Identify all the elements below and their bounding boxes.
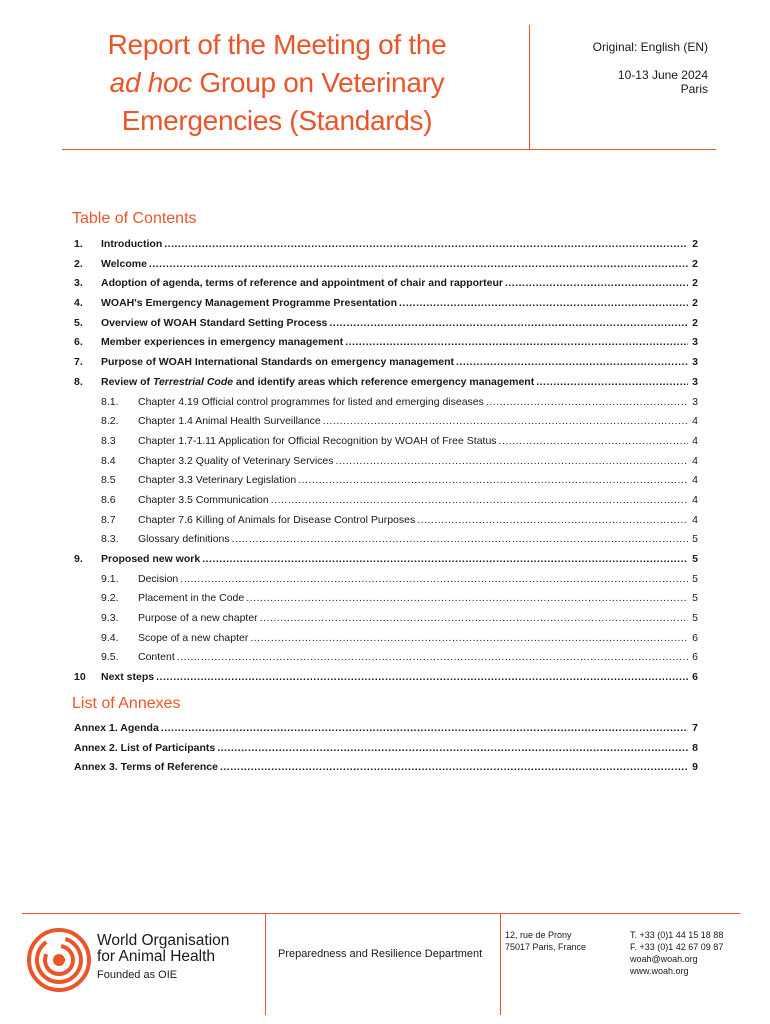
toc-entry-title: Purpose of WOAH International Standards on emergency management bbox=[101, 356, 454, 369]
toc-entry-page: 4 bbox=[692, 493, 698, 506]
toc-entry-number: 7. bbox=[74, 356, 83, 369]
toc-entry-title: Introduction bbox=[101, 238, 163, 250]
toc-entry-page: 5 bbox=[692, 533, 698, 546]
toc-entry-title: Proposed new work bbox=[101, 553, 201, 565]
dot-leader bbox=[499, 435, 688, 447]
toc-entry-page: 4 bbox=[692, 454, 698, 467]
toc-entry-page: 5 bbox=[692, 592, 698, 605]
annex-entry-title: Annex 2. List of Participants bbox=[74, 741, 216, 754]
dot-leader bbox=[232, 533, 688, 545]
toc-entry-title: Chapter 3.5 Communication bbox=[138, 493, 269, 506]
annex-entry-page: 9 bbox=[692, 761, 698, 774]
toc-entry-title: Chapter 3.3 Veterinary Legislation bbox=[138, 474, 297, 487]
toc-entry-number: 9.2. bbox=[101, 592, 119, 605]
toc-entry[interactable] bbox=[74, 336, 698, 356]
annex-entry-title: Annex 3. Terms of Reference bbox=[74, 761, 218, 774]
woah-logo-icon bbox=[26, 927, 92, 993]
toc-entry[interactable] bbox=[74, 514, 698, 534]
toc-entry-page: 4 bbox=[692, 474, 698, 487]
dot-leader bbox=[329, 317, 688, 329]
title-line-1: Report of the Meeting of the bbox=[107, 29, 447, 60]
toc-entry-title: Decision bbox=[138, 572, 179, 585]
original-language: Original: English (EN) bbox=[592, 40, 708, 54]
toc-title-part: and identify areas which reference emergency management bbox=[233, 375, 535, 388]
toc-entry-number: 4. bbox=[74, 297, 83, 310]
toc-entry-title: Chapter 1.7-1.11 Application for Official Recognition by WOAH of Free Status bbox=[138, 434, 497, 447]
toc-entry-page: 4 bbox=[692, 513, 698, 526]
toc-entry-page: 3 bbox=[692, 356, 698, 369]
dot-leader bbox=[217, 742, 688, 754]
title-italic: ad hoc bbox=[109, 67, 192, 98]
toc-entry-number: 9. bbox=[74, 553, 83, 565]
dot-leader bbox=[399, 297, 688, 309]
toc-entry-page: 2 bbox=[692, 316, 698, 329]
toc-entry-title: Chapter 7.6 Killing of Animals for Disease Control Purposes bbox=[138, 513, 416, 526]
toc-entry-title: Purpose of a new chapter bbox=[138, 612, 258, 625]
toc-entry[interactable] bbox=[74, 297, 698, 317]
toc-entry[interactable] bbox=[74, 376, 698, 396]
toc-entry[interactable] bbox=[74, 494, 698, 514]
toc-entry-number: 8.3 bbox=[101, 434, 116, 447]
organisation-name bbox=[97, 933, 229, 983]
toc-entry-title: WOAH's Emergency Management Programme Presentation bbox=[101, 297, 397, 310]
toc-entry-number: 8.6 bbox=[101, 493, 116, 506]
toc-entry-title: Chapter 4.19 Official control programmes for listed and emerging diseases bbox=[138, 395, 484, 408]
dot-leader bbox=[505, 277, 688, 289]
toc-entry-page: 6 bbox=[692, 671, 698, 684]
toc-entry-title: Adoption of agenda, terms of reference and appointment of chair and rapporteur bbox=[101, 277, 503, 290]
toc-entry[interactable] bbox=[74, 415, 698, 435]
toc-entry-title: Chapter 1.4 Animal Health Surveillance bbox=[138, 415, 321, 428]
toc-entry[interactable] bbox=[74, 317, 698, 337]
toc-entry-title: Next steps bbox=[101, 671, 155, 684]
title-line-3: Emergencies (Standards) bbox=[121, 105, 433, 136]
toc-entry-title: Member experiences in emergency management bbox=[101, 336, 344, 349]
toc-entry-page: 5 bbox=[692, 553, 698, 565]
toc-entry[interactable] bbox=[74, 238, 698, 258]
phone-number: T. +33 (0)1 44 15 18 88 bbox=[630, 930, 724, 940]
annex-entry-title: Annex 1. Agenda bbox=[74, 722, 159, 734]
toc-entry-number: 8.4 bbox=[101, 454, 116, 467]
toc-entry-number: 8.3. bbox=[101, 533, 119, 546]
toc-entry-page: 3 bbox=[692, 395, 698, 408]
dot-leader bbox=[164, 238, 688, 250]
fax-number: F. +33 (0)1 42 67 09 87 bbox=[630, 942, 724, 952]
footer-divider-vertical bbox=[265, 913, 266, 1015]
toc-entry-page: 2 bbox=[692, 297, 698, 310]
toc-entry[interactable] bbox=[74, 396, 698, 416]
toc-entry-title bbox=[101, 376, 534, 388]
footer-divider-vertical bbox=[500, 913, 501, 1015]
org-line-2: for Animal Health bbox=[97, 948, 216, 965]
toc-entry-number: 5. bbox=[74, 316, 83, 329]
toc-entry-number: 9.3. bbox=[101, 612, 119, 625]
toc-entry-number: 8.2. bbox=[101, 415, 119, 428]
toc-entry-number: 2. bbox=[74, 257, 83, 270]
dot-leader bbox=[149, 258, 688, 270]
report-title bbox=[62, 26, 492, 140]
toc-entry-page: 3 bbox=[692, 375, 698, 388]
org-founded: Founded as OIE bbox=[97, 969, 178, 981]
dot-leader bbox=[260, 612, 688, 624]
dot-leader bbox=[298, 474, 688, 486]
toc-entry-page: 5 bbox=[692, 572, 698, 585]
meeting-location: Paris bbox=[680, 82, 708, 96]
toc-entry[interactable] bbox=[74, 573, 698, 593]
dot-leader bbox=[323, 415, 688, 427]
dot-leader bbox=[220, 761, 688, 773]
postal-address bbox=[505, 929, 586, 953]
toc-entry-page: 2 bbox=[692, 277, 698, 290]
toc-entry[interactable] bbox=[74, 455, 698, 475]
dot-leader bbox=[486, 396, 688, 408]
toc-entry-number: 9.1. bbox=[101, 572, 119, 585]
email-link[interactable]: woah@woah.org bbox=[630, 954, 698, 964]
dot-leader bbox=[177, 651, 688, 663]
toc-entry[interactable] bbox=[74, 277, 698, 297]
toc-entry-page: 2 bbox=[692, 238, 698, 250]
address-line-1: 12, rue de Prony bbox=[505, 930, 572, 940]
toc-entry[interactable] bbox=[74, 553, 698, 573]
toc-entry-number: 9.4. bbox=[101, 631, 119, 644]
toc-title-italic: Terrestrial Code bbox=[152, 375, 234, 388]
annex-heading: List of Annexes bbox=[72, 695, 181, 712]
toc-entry[interactable] bbox=[74, 671, 698, 691]
toc-entry-title: Chapter 3.2 Quality of Veterinary Services bbox=[138, 454, 334, 467]
toc-entry-number: 8. bbox=[74, 375, 83, 388]
header-divider-horizontal bbox=[62, 149, 716, 150]
toc-entry[interactable] bbox=[74, 592, 698, 612]
dot-leader bbox=[456, 356, 688, 368]
toc-entry[interactable] bbox=[74, 612, 698, 632]
dot-leader bbox=[246, 592, 688, 604]
meeting-date: 10-13 June 2024 bbox=[617, 68, 708, 82]
toc-entry[interactable] bbox=[74, 356, 698, 376]
toc-entry-title: Welcome bbox=[101, 257, 147, 270]
annex-entry-page: 7 bbox=[692, 722, 698, 734]
toc-entry-title: Glossary definitions bbox=[138, 533, 230, 546]
dot-leader bbox=[180, 573, 688, 585]
toc-entry-number: 6. bbox=[74, 336, 83, 349]
toc-entry-page: 6 bbox=[692, 651, 698, 664]
toc-entry-page: 2 bbox=[692, 257, 698, 270]
dot-leader bbox=[536, 376, 688, 388]
toc-entry-title: Scope of a new chapter bbox=[138, 631, 249, 644]
report-meta bbox=[593, 40, 708, 96]
website-link[interactable]: www.woah.org bbox=[630, 966, 689, 976]
dot-leader bbox=[161, 722, 688, 734]
toc-entry-number: 8.1. bbox=[101, 395, 119, 408]
toc-entry-number: 9.5. bbox=[101, 651, 119, 664]
toc-entry-title: Overview of WOAH Standard Setting Process bbox=[101, 316, 328, 329]
toc-entry-page: 5 bbox=[692, 612, 698, 625]
toc-entry[interactable] bbox=[74, 258, 698, 278]
annex-entry-page: 8 bbox=[692, 741, 698, 754]
annex-entry[interactable] bbox=[74, 761, 698, 781]
toc-entry-title: Content bbox=[138, 651, 175, 664]
dot-leader bbox=[417, 514, 688, 526]
department-name: Preparedness and Resilience Department bbox=[278, 948, 483, 960]
header-divider-vertical bbox=[529, 25, 530, 150]
org-line-1: World Organisation bbox=[97, 932, 230, 949]
toc-entry-number: 1. bbox=[74, 238, 83, 250]
toc-entry-page: 4 bbox=[692, 434, 698, 447]
toc-entry[interactable] bbox=[74, 435, 698, 455]
list-of-annexes bbox=[74, 722, 698, 781]
dot-leader bbox=[345, 336, 688, 348]
toc-entry-number: 8.5 bbox=[101, 474, 116, 487]
toc-heading: Table of Contents bbox=[72, 210, 197, 227]
dot-leader bbox=[336, 455, 688, 467]
dot-leader bbox=[202, 553, 688, 565]
toc-entry-number: 3. bbox=[74, 277, 83, 290]
toc-entry-page: 6 bbox=[692, 631, 698, 644]
toc-entry[interactable] bbox=[74, 651, 698, 671]
title-line-2: Group on Veterinary bbox=[191, 67, 445, 98]
toc-entry[interactable] bbox=[74, 533, 698, 553]
toc-entry[interactable] bbox=[74, 632, 698, 652]
toc-entry-page: 3 bbox=[692, 336, 698, 349]
toc-entry-page: 4 bbox=[692, 415, 698, 428]
dot-leader bbox=[250, 632, 688, 644]
annex-entry[interactable] bbox=[74, 722, 698, 742]
report-header bbox=[0, 0, 770, 150]
toc-title-part: Review of bbox=[101, 375, 153, 388]
toc-entry[interactable] bbox=[74, 474, 698, 494]
annex-entry[interactable] bbox=[74, 742, 698, 762]
toc-entry-title: Placement in the Code bbox=[138, 592, 245, 605]
dot-leader bbox=[156, 671, 688, 683]
dot-leader bbox=[271, 494, 688, 506]
toc-entry-number: 10 bbox=[74, 671, 86, 684]
contact-details bbox=[630, 929, 723, 977]
toc-entry-number: 8.7 bbox=[101, 513, 116, 526]
address-line-2: 75017 Paris, France bbox=[505, 942, 587, 952]
table-of-contents bbox=[74, 238, 698, 691]
footer-divider bbox=[22, 913, 740, 914]
